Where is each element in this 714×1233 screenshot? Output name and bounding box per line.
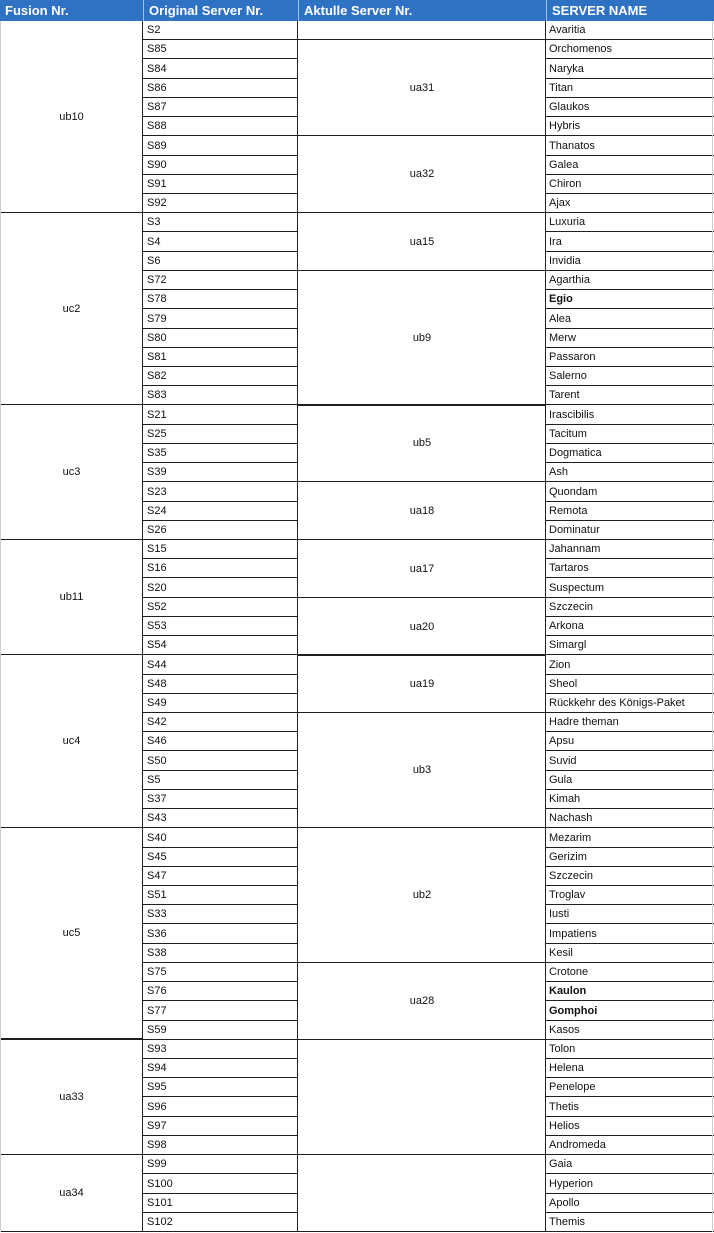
fusion-cell: uc3 — [0, 405, 143, 540]
original-server-cell: S33 — [143, 905, 298, 924]
aktuelle-server-cell — [298, 21, 546, 40]
aktuelle-server-cell: ub9 — [298, 271, 546, 406]
original-server-cell: S3 — [143, 213, 298, 232]
original-server-cell: S26 — [143, 521, 298, 540]
original-server-cell: S25 — [143, 425, 298, 444]
server-name-cell: Apollo — [546, 1194, 714, 1213]
original-server-cell: S47 — [143, 867, 298, 886]
server-name-cell: Alea — [546, 309, 714, 329]
header-original-server: Original Server Nr. — [143, 0, 298, 21]
server-name-cell: Suvid — [546, 751, 714, 771]
original-server-cell: S43 — [143, 809, 298, 828]
original-server-cell: S93 — [143, 1040, 298, 1059]
server-name-cell: Passaron — [546, 348, 714, 367]
server-name-cell: Luxuria — [546, 213, 714, 232]
aktuelle-server-cell: ua17 — [298, 540, 546, 598]
left-border — [0, 21, 1, 1232]
original-server-cell: S53 — [143, 617, 298, 636]
original-server-cell: S79 — [143, 309, 298, 329]
original-server-cell: S84 — [143, 59, 298, 79]
server-name-cell: Egio — [546, 290, 714, 309]
fusion-separator — [0, 1231, 714, 1232]
original-server-cell: S46 — [143, 732, 298, 751]
server-name-cell: Kesil — [546, 944, 714, 963]
original-server-cell: S4 — [143, 232, 298, 252]
original-server-cell: S50 — [143, 751, 298, 771]
original-server-cell: S15 — [143, 540, 298, 559]
fusion-cell: ub10 — [0, 21, 143, 213]
server-name-cell: Thanatos — [546, 136, 714, 156]
server-name-cell: Thetis — [546, 1097, 714, 1117]
original-server-cell: S36 — [143, 924, 298, 944]
server-name-cell: Irascibilis — [546, 405, 714, 425]
server-name-cell: Gerizim — [546, 848, 714, 867]
aktuelle-server-cell: ua31 — [298, 40, 546, 136]
header-aktuelle-server: Aktulle Server Nr. — [298, 0, 546, 21]
aktuelle-server-cell: ub3 — [298, 713, 546, 828]
server-name-cell: Apsu — [546, 732, 714, 751]
fusion-cell: uc4 — [0, 655, 143, 828]
aktuelle-server-cell: ub2 — [298, 828, 546, 963]
server-name-cell: Tolon — [546, 1040, 714, 1059]
server-name-cell: Zion — [546, 655, 714, 675]
aktuelle-server-cell: ua15 — [298, 213, 546, 271]
original-server-cell: S86 — [143, 79, 298, 98]
server-name-cell: Szczecin — [546, 867, 714, 886]
original-server-cell: S75 — [143, 963, 298, 982]
server-name-cell: Gaia — [546, 1155, 714, 1174]
original-server-cell: S98 — [143, 1136, 298, 1155]
server-name-cell: Orchomenos — [546, 40, 714, 59]
original-server-cell: S72 — [143, 271, 298, 290]
column-divider — [142, 21, 143, 1232]
original-server-cell: S83 — [143, 386, 298, 405]
original-server-cell: S99 — [143, 1155, 298, 1174]
column-divider — [297, 21, 298, 1232]
server-name-cell: Hadre theman — [546, 713, 714, 732]
original-server-cell: S87 — [143, 98, 298, 117]
original-server-cell: S48 — [143, 675, 298, 694]
server-name-cell: Gula — [546, 771, 714, 790]
server-name-cell: Kimah — [546, 790, 714, 809]
server-name-cell: Titan — [546, 79, 714, 98]
original-server-cell: S38 — [143, 944, 298, 963]
server-name-cell: Quondam — [546, 482, 714, 502]
original-server-cell: S90 — [143, 156, 298, 175]
server-name-cell: Penelope — [546, 1078, 714, 1097]
server-name-cell: Hybris — [546, 117, 714, 136]
server-name-cell: Iusti — [546, 905, 714, 924]
original-server-cell: S82 — [143, 367, 298, 386]
server-name-cell: Agarthia — [546, 271, 714, 290]
original-server-cell: S42 — [143, 713, 298, 732]
aktuelle-server-cell: ua20 — [298, 598, 546, 656]
original-server-cell: S101 — [143, 1194, 298, 1213]
original-server-cell: S59 — [143, 1021, 298, 1040]
server-name-cell: Mezarim — [546, 828, 714, 848]
original-server-cell: S23 — [143, 482, 298, 502]
original-server-cell: S21 — [143, 405, 298, 425]
server-name-cell: Gomphoi — [546, 1001, 714, 1021]
server-name-cell: Hyperion — [546, 1174, 714, 1194]
server-name-cell: Helena — [546, 1059, 714, 1078]
original-server-cell: S49 — [143, 694, 298, 713]
fusion-cell: ua34 — [0, 1155, 143, 1232]
original-server-cell: S80 — [143, 329, 298, 348]
fusion-cell: uc5 — [0, 828, 143, 1039]
original-server-cell: S16 — [143, 559, 298, 578]
server-name-cell: Themis — [546, 1213, 714, 1232]
original-server-cell: S24 — [143, 502, 298, 521]
original-server-cell: S45 — [143, 848, 298, 867]
server-name-cell: Kasos — [546, 1021, 714, 1040]
aktuelle-server-cell: ua32 — [298, 136, 546, 213]
original-server-cell: S89 — [143, 136, 298, 156]
aktuelle-server-cell: ua19 — [298, 655, 546, 713]
server-name-cell: Tartaros — [546, 559, 714, 578]
server-name-cell: Tacitum — [546, 425, 714, 444]
server-name-cell: Galea — [546, 156, 714, 175]
column-divider — [545, 21, 546, 1232]
aktuelle-server-cell: ua28 — [298, 963, 546, 1040]
original-server-cell: S40 — [143, 828, 298, 848]
original-server-cell: S91 — [143, 175, 298, 194]
server-name-cell: Glaukos — [546, 98, 714, 117]
original-server-cell: S102 — [143, 1213, 298, 1232]
aktuelle-server-cell: ub5 — [298, 405, 546, 482]
fusion-cell: ub11 — [0, 540, 143, 655]
original-server-cell: S94 — [143, 1059, 298, 1078]
server-name-cell: Merw — [546, 329, 714, 348]
server-name-cell: Dominatur — [546, 521, 714, 540]
server-name-cell: Salerno — [546, 367, 714, 386]
original-server-cell: S39 — [143, 463, 298, 482]
original-server-cell: S52 — [143, 598, 298, 617]
original-server-cell: S88 — [143, 117, 298, 136]
server-name-cell: Dogmatica — [546, 444, 714, 463]
server-name-cell: Ash — [546, 463, 714, 482]
server-name-cell: Helios — [546, 1117, 714, 1136]
server-name-cell: Nachash — [546, 809, 714, 828]
original-server-cell: S51 — [143, 886, 298, 905]
server-name-cell: Invidia — [546, 252, 714, 271]
header-fusion: Fusion Nr. — [0, 0, 143, 21]
server-name-cell: Arkona — [546, 617, 714, 636]
original-server-cell: S54 — [143, 636, 298, 655]
original-server-cell: S85 — [143, 40, 298, 59]
original-server-cell: S20 — [143, 578, 298, 598]
server-name-cell: Remota — [546, 502, 714, 521]
original-server-cell: S78 — [143, 290, 298, 309]
aktuelle-server-cell — [298, 1040, 546, 1155]
server-name-cell: Ira — [546, 232, 714, 252]
original-server-cell: S2 — [143, 21, 298, 40]
server-name-cell: Impatiens — [546, 924, 714, 944]
server-name-cell: Simargl — [546, 636, 714, 655]
server-name-cell: Chiron — [546, 175, 714, 194]
original-server-cell: S44 — [143, 655, 298, 675]
original-server-cell: S95 — [143, 1078, 298, 1097]
server-name-cell: Sheol — [546, 675, 714, 694]
original-server-cell: S76 — [143, 982, 298, 1001]
original-server-cell: S35 — [143, 444, 298, 463]
server-name-cell: Andromeda — [546, 1136, 714, 1155]
server-name-cell: Avaritia — [546, 21, 714, 40]
original-server-cell: S77 — [143, 1001, 298, 1021]
original-server-cell: S37 — [143, 790, 298, 809]
fusion-cell: ua33 — [0, 1040, 143, 1155]
aktuelle-server-cell: ua18 — [298, 482, 546, 540]
fusion-cell: uc2 — [0, 213, 143, 405]
server-name-cell: Jahannam — [546, 540, 714, 559]
right-border — [712, 21, 713, 1232]
original-server-cell: S100 — [143, 1174, 298, 1194]
original-server-cell: S6 — [143, 252, 298, 271]
server-name-cell: Kaulon — [546, 982, 714, 1001]
server-name-cell: Suspectum — [546, 578, 714, 598]
original-server-cell: S97 — [143, 1117, 298, 1136]
server-name-cell: Tarent — [546, 386, 714, 405]
original-server-cell: S92 — [143, 194, 298, 213]
server-name-cell: Crotone — [546, 963, 714, 982]
aktuelle-server-cell — [298, 1155, 546, 1232]
original-server-cell: S96 — [143, 1097, 298, 1117]
server-name-cell: Szczecin — [546, 598, 714, 617]
server-name-cell: Naryka — [546, 59, 714, 79]
server-name-cell: Troglav — [546, 886, 714, 905]
original-server-cell: S5 — [143, 771, 298, 790]
server-name-cell: Rückkehr des Königs-Paket — [546, 694, 714, 713]
server-name-cell: Ajax — [546, 194, 714, 213]
original-server-cell: S81 — [143, 348, 298, 367]
header-server-name: SERVER NAME — [546, 0, 714, 21]
